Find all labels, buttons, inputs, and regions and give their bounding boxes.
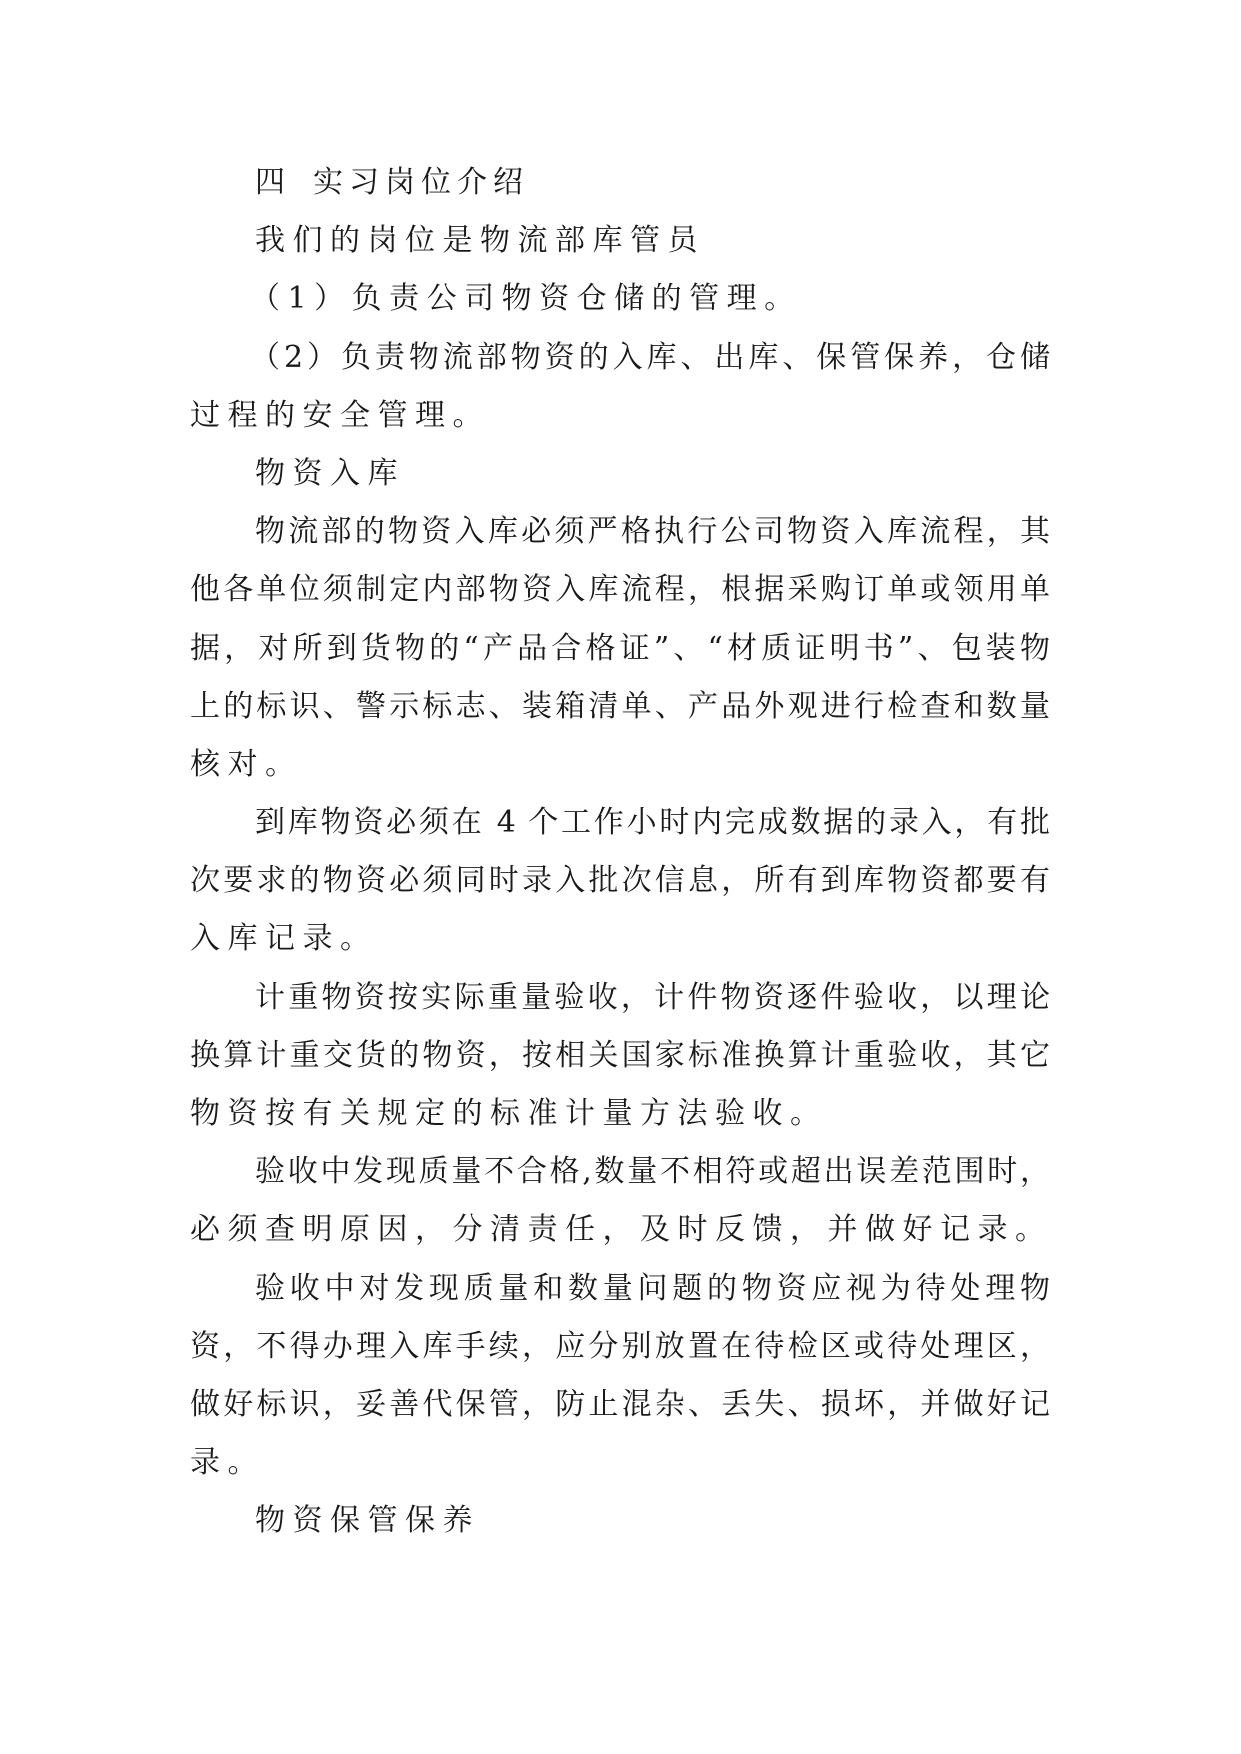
paragraph-5-line-1: 验收中对发现质量和数量问题的物资应视为待处理物	[255, 1270, 1050, 1306]
document-page	[190, 154, 1053, 1551]
duty-item-2-line-1: （2）负责物流部物资的入库、出库、保管保养，仓储	[250, 339, 1050, 375]
section-title: 实习岗位介绍	[313, 165, 529, 200]
paragraph-1-line-4: 上的标识、警示标志、装箱清单、产品外观进行检查和数量	[190, 688, 1050, 724]
paragraph-3-line-3: 物资按有关规定的标准计量方法验收。	[190, 1096, 828, 1131]
duty-item-2-line-2: 过程的安全管理。	[190, 397, 490, 433]
paragraph-5-line-3: 做好标识，妥善代保管，防止混杂、丢失、损坏，并做好记	[190, 1386, 1050, 1422]
paragraph-1-line-5: 核对。	[190, 746, 303, 782]
paragraph-2-line-1: 到库物资必须在 4 个工作小时内完成数据的录入，有批	[255, 805, 1050, 841]
paragraph-5-line-4: 录。	[190, 1445, 265, 1481]
section-number: 四	[255, 165, 285, 200]
section-heading	[190, 154, 1050, 212]
paragraph-1-line-1: 物流部的物资入库必须严格执行公司物资入库流程，其	[255, 514, 1050, 550]
paragraph-1-line-3: 据，对所到货物的“产品合格证”、“材质证明书”、包装物	[190, 630, 1050, 666]
paragraph-1-line-2: 他各单位须制定内部物资入库流程，根据采购订单或领用单	[190, 572, 1050, 608]
paragraph-4-line-2: 必须查明原因，分清责任，及时反馈，并做好记录。	[190, 1212, 1053, 1248]
duty-item-1: （1）负责公司物资仓储的管理。	[250, 281, 802, 317]
paragraph-5-line-2: 资，不得办理入库手续，应分别放置在待检区或待处理区，	[190, 1328, 1050, 1364]
paragraph-3-line-1: 计重物资按实际重量验收，计件物资逐件验收，以理论	[255, 979, 1050, 1015]
paragraph-2-line-3: 入库记录。	[190, 921, 378, 957]
paragraph-3-line-2: 换算计重交货的物资，按相关国家标准换算计重验收，其它	[190, 1037, 1050, 1073]
paragraph-2-line-2: 次要求的物资必须同时录入批次信息，所有到库物资都要有	[190, 863, 1050, 899]
paragraph-4-line-1: 验收中发现质量不合格,数量不相符或超出误差范围时，	[255, 1154, 1050, 1190]
subheading-storage: 物资保管保养	[255, 1503, 480, 1539]
intro-paragraph: 我们的岗位是物流部库管员	[255, 223, 705, 259]
subheading-inbound: 物资入库	[255, 455, 405, 491]
